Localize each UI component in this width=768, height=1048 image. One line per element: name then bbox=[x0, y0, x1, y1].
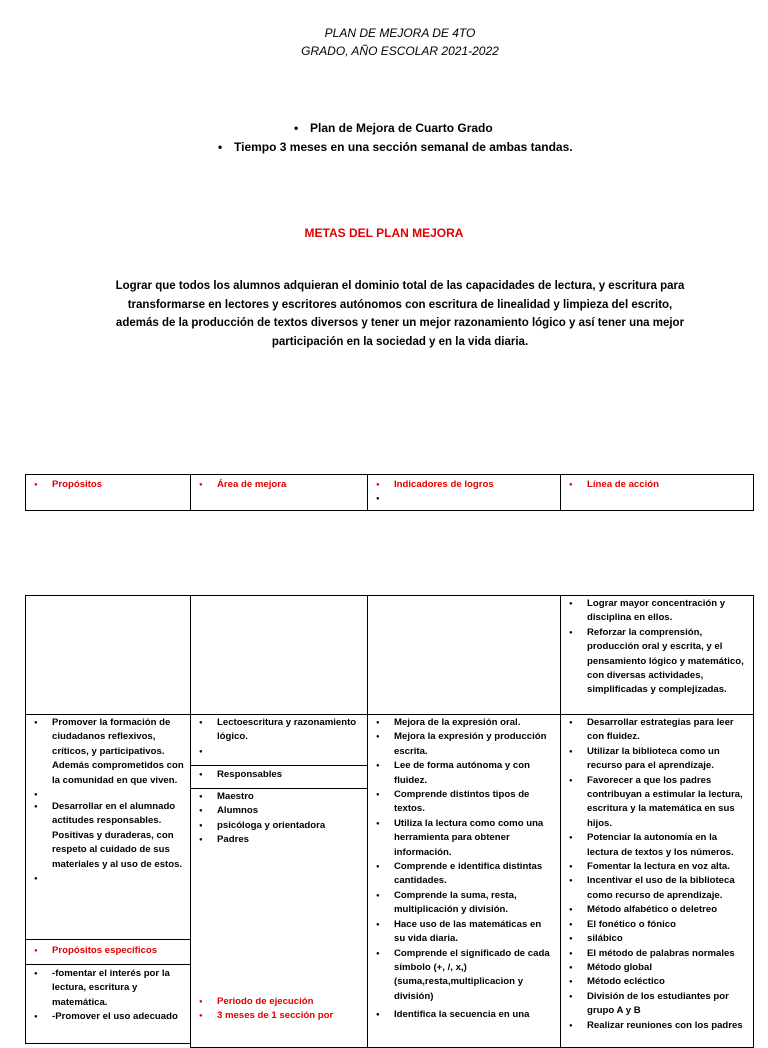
main-top-cell-4: ● Lograr mayor concentración y disciplina en ellos. ● Reforzar la comprensión, producción oral y escrita, y el pensamiento lógico y matemático, con diversas actividades, simplificadas y complejizadas. bbox=[560, 595, 754, 715]
periodo-value: ● 3 meses de 1 sección por bbox=[191, 1009, 333, 1023]
header-cell-linea: ● Línea de acción bbox=[560, 474, 754, 511]
header-cell-propositos: ● Propósitos bbox=[25, 474, 191, 511]
metas-paragraph: Lograr que todos los alumnos adquieran el dominio total de las capacidades de lectura, y escritura para transformarse en lectores y escritores autónomos con escritura de linealidad y limpieza del escrito, además de la producción de textos diversos y tener un mejor razonamiento lógico y así tener una mejor participación en la sociedad y en la vida diaria. bbox=[115, 280, 685, 348]
main-col1-proposito: ● Promover la formación de ciudadanos reflexivos, críticos, y participativos. Además comprometidos con la comunidad en que viven. ● ● Desarrollar en el alumnado actitudes responsables. Positivas y duraderas, con respeto al cuidado de sus materiales y al uso de estos. ● bbox=[25, 714, 191, 940]
main-col2-area: ● Lectoescritura y razonamiento lógico. bbox=[190, 714, 368, 766]
main-top-cell-2 bbox=[190, 595, 368, 715]
header-cell-indicadores: ● Indicadores de logros bbox=[367, 474, 561, 511]
main-top-cell-3 bbox=[367, 595, 561, 715]
main-col1-specific: ● -fomentar el interés por la lectura, escritura y matemática. ● -Promover el uso adecuado bbox=[25, 964, 191, 1044]
header-line-1: PLAN DE MEJORA DE 4TO bbox=[324, 26, 476, 40]
periodo-label: ● Periodo de ejecución bbox=[191, 995, 333, 1009]
intro-bullet-1: • Plan de Mejora de Cuarto Grado bbox=[294, 121, 493, 135]
document-header bbox=[0, 24, 768, 60]
main-col2-resp: ● Maestro ● Alumnos ● psicóloga y orientadora ● Padres ● Periodo de ejecución ● 3 meses de 1 sección por bbox=[190, 788, 368, 1048]
main-col3-indicadores: ● Mejora de la expresión oral. ● Mejora la expresión y producción escrita. ● Lee de forma autónoma y con fluidez. ● Comprende distintos tipos de textos. ● Utiliza la lectura como como una herramienta para obtener información. ● Comprende e identifica distintas cantidades. ● Comprende la suma, resta, multiplicación y división. ● Hace uso de las matemáticas en su vida diaria. ● Comprende el significado de cada símbolo (+, /, x,) (suma,resta,multiplicacion y división) ● Identifica la secuencia en una bbox=[367, 714, 561, 1048]
main-col1-specific-label: ● Propósitos específicos bbox=[25, 939, 191, 965]
bullet-icon: • bbox=[294, 121, 299, 135]
metas-title: METAS DEL PLAN MEJORA bbox=[304, 226, 464, 240]
header-cell-area: ● Área de mejora bbox=[190, 474, 368, 511]
main-col4-linea: ● Desarrollar estrategias para leer con fluidez. ● Utilizar la biblioteca como un recurso para el aprendizaje. ● Favorecer a que los padres contribuyan a estimular la lectura, escritura y la matemática en sus hijos. ● Potenciar la autonomía en la lectura de textos y los números. ● Fomentar la lectura en voz alta. ● Incentivar el uso de la biblioteca como recurso de aprendizaje. ● Método alfabético o deletreo ● El fonético o fónico ● silábico ● El método de palabras normales ● Método global ● Método ecléctico ● División de los estudiantes por grupo A y B ● Realizar reuniones con los padres bbox=[560, 714, 754, 1048]
header-line-2: GRADO, AÑO ESCOLAR 2021-2022 bbox=[301, 44, 499, 58]
main-top-cell-1 bbox=[25, 595, 191, 715]
intro-bullet-2: • Tiempo 3 meses en una sección semanal de ambas tandas. bbox=[218, 140, 573, 154]
main-col2-resp-label: ● Responsables bbox=[190, 765, 368, 789]
bullet-icon: • bbox=[218, 140, 223, 154]
